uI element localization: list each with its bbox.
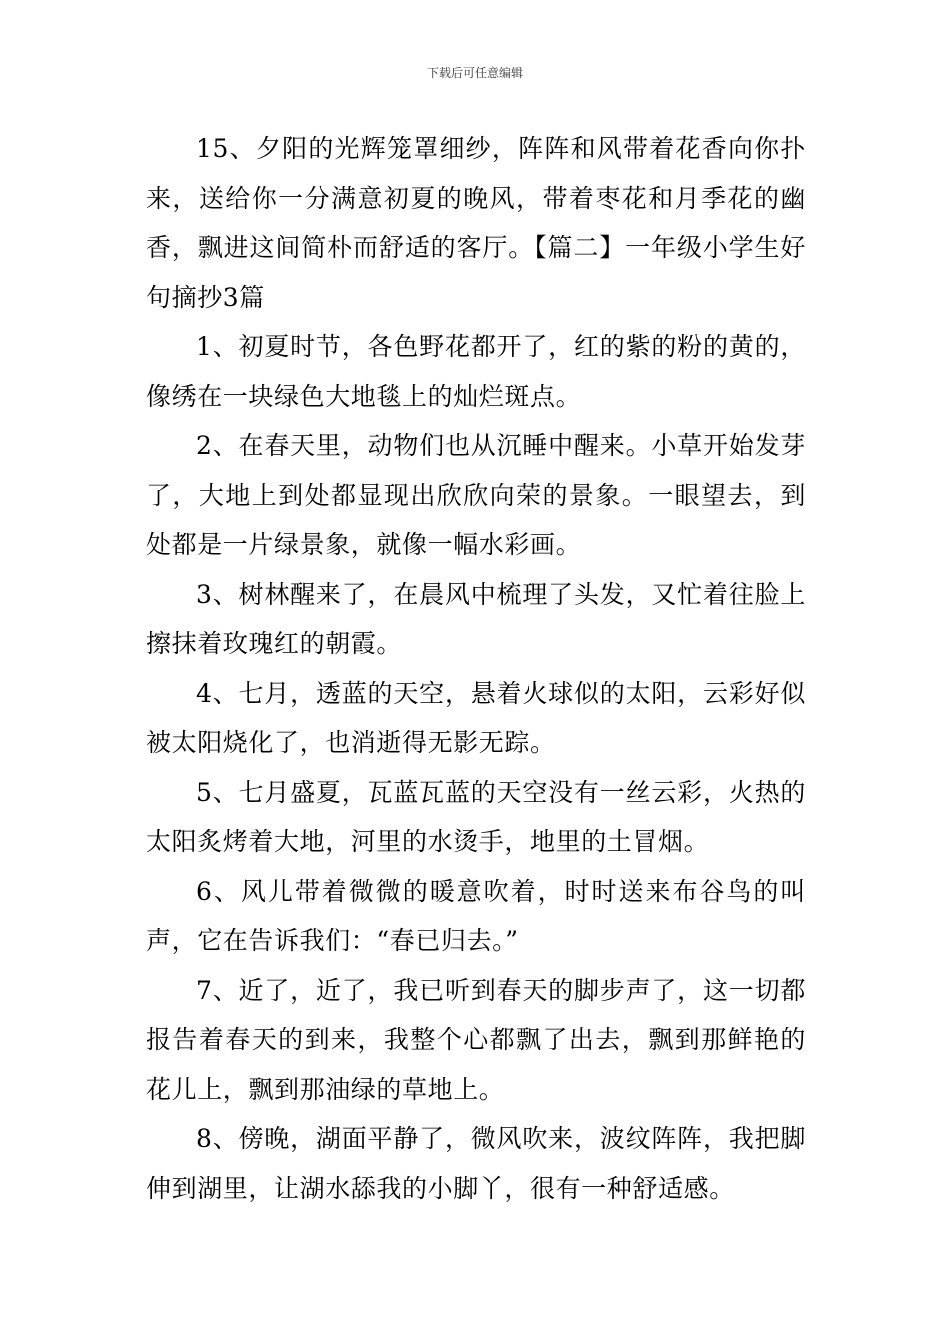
page-header: 下载后可任意编辑 <box>426 66 523 80</box>
paragraph-7: 7、近了，近了，我已听到春天的脚步声了，这一切都报告着春天的到来，我整个心都飘了出去，飘到那鲜艳的花儿上，飘到那油绿的草地上。 <box>146 975 806 1104</box>
paragraph-15-and-section-title: 15、夕阳的光辉笼罩细纱，阵阵和风带着花香向你扑来，送给你一分满意初夏的晚风，带着枣花和月季花的幽香，飘进这间简朴而舒适的客厅。【篇二】一年级小学生好句摘抄3篇 <box>146 134 806 312</box>
paragraph-2: 2、在春天里，动物们也从沉睡中醒来。小草开始发芽了，大地上到处都显现出欣欣向荣的景象。一眼望去，到处都是一片绿景象，就像一幅水彩画。 <box>146 431 806 559</box>
paragraph-8: 8、傍晚，湖面平静了，微风吹来，波纹阵阵，我把脚伸到湖里，让湖水舔我的小脚丫，很有一种舒适感。 <box>146 1124 806 1203</box>
paragraph-4: 4、七月，透蓝的天空，悬着火球似的太阳，云彩好似被太阳烧化了，也消逝得无影无踪。 <box>146 678 806 757</box>
paragraph-3: 3、树林醒来了，在晨风中梳理了头发，又忙着往脸上擦抹着玫瑰红的朝霞。 <box>146 579 806 658</box>
paragraph-6: 6、风儿带着微微的暖意吹着，时时送来布谷鸟的叫声，它在告诉我们：“春已归去。” <box>146 876 806 955</box>
paragraph-1: 1、初夏时节，各色野花都开了，红的紫的粉的黄的，像绣在一块绿色大地毯上的灿烂斑点。 <box>146 332 806 411</box>
paragraph-5: 5、七月盛夏，瓦蓝瓦蓝的天空没有一丝云彩，火热的太阳炙烤着大地，河里的水烫手，地里的土冒烟。 <box>146 777 806 856</box>
document-body <box>146 124 806 1213</box>
